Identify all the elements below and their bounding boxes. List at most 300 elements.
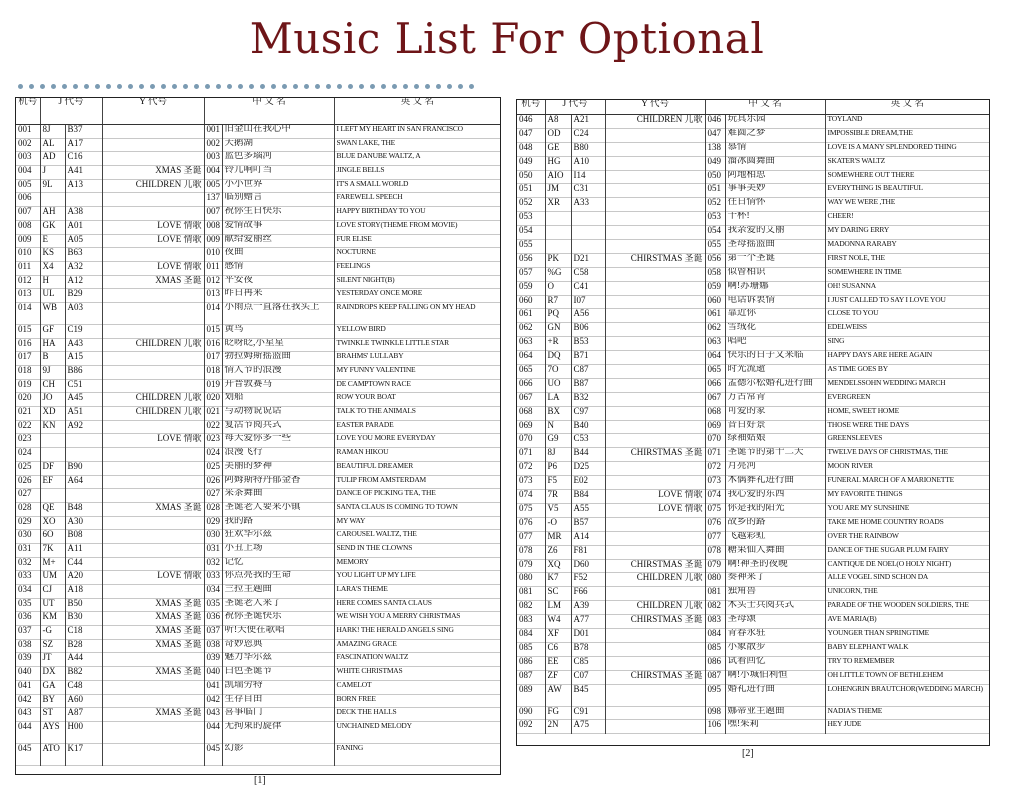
j-code-1: +R — [545, 337, 571, 351]
english-name: SING — [825, 337, 989, 351]
english-name: HARK! THE HERALD ANGELS SING — [334, 626, 500, 640]
y-code: CHILDREN 儿歌 — [605, 115, 705, 129]
table-row — [517, 531, 989, 545]
english-name: EVERYTHING IS BEAUTIFUL — [825, 184, 989, 198]
j-code-1: MR — [545, 531, 571, 545]
chinese-number: 027 — [204, 489, 222, 503]
y-code — [605, 226, 705, 240]
table-row — [16, 475, 500, 489]
chinese-number: 033 — [204, 571, 222, 585]
chinese-name: 快乐的日子又来临 — [725, 351, 825, 365]
j-code-1: KM — [40, 612, 65, 626]
chinese-name: 往日情怀 — [725, 198, 825, 212]
y-code — [605, 476, 705, 490]
chinese-name: 万古常青 — [725, 392, 825, 406]
song-number: 006 — [18, 192, 32, 203]
y-code: XMAS 圣诞 — [102, 166, 204, 180]
table-row — [16, 193, 500, 207]
y-code — [605, 128, 705, 142]
y-code — [102, 352, 204, 366]
song-number: 055 — [519, 239, 533, 250]
song-number: 004 — [18, 165, 32, 176]
song-number: 092 — [519, 719, 533, 730]
y-code — [605, 323, 705, 337]
y-code — [102, 653, 204, 667]
english-name: LARA'S THEME — [334, 585, 500, 599]
j-code-2: A45 — [65, 393, 102, 407]
table-row — [16, 420, 500, 434]
y-code — [605, 156, 705, 170]
header-chinese-name: 中 文 名 — [705, 100, 825, 115]
song-number: 063 — [519, 336, 533, 347]
table-row — [16, 248, 500, 262]
j-code-2: A12 — [65, 275, 102, 289]
table-row — [16, 207, 500, 221]
song-number: 036 — [18, 611, 32, 622]
chinese-name: 奏神来了 — [725, 573, 825, 587]
j-code-2: A15 — [65, 352, 102, 366]
music-table-2-body — [517, 115, 989, 734]
english-name: NADIA'S THEME — [825, 706, 989, 720]
j-code-1: C6 — [545, 642, 571, 656]
chinese-number: 028 — [204, 502, 222, 516]
divider-dot — [370, 84, 375, 89]
y-code: XMAS 圣诞 — [102, 639, 204, 653]
j-code-1: K7 — [545, 573, 571, 587]
table-row — [517, 295, 989, 309]
j-code-2: A21 — [571, 115, 605, 129]
song-number: 061 — [519, 308, 533, 319]
song-number: 012 — [18, 275, 32, 285]
chinese-number: 083 — [705, 615, 725, 629]
divider-dot — [304, 84, 309, 89]
chinese-number: 065 — [705, 365, 725, 379]
j-code-1: GN — [545, 323, 571, 337]
header-english-name: 英 文 名 — [825, 100, 989, 115]
song-number: 082 — [519, 600, 533, 611]
english-name: NOCTURNE — [334, 248, 500, 262]
table-row — [16, 721, 500, 743]
j-code-2: C51 — [65, 379, 102, 393]
y-code — [102, 366, 204, 380]
table-row — [16, 461, 500, 475]
j-code-1: W4 — [545, 615, 571, 629]
chinese-name: 青春永驻 — [725, 628, 825, 642]
song-number: 010 — [18, 247, 32, 258]
y-code — [605, 656, 705, 670]
chinese-number: 059 — [705, 281, 725, 295]
j-code-2: B48 — [65, 502, 102, 516]
j-code-1: CH — [40, 379, 65, 393]
song-number: 027 — [18, 488, 32, 499]
chinese-number: 084 — [705, 628, 725, 642]
chinese-number: 073 — [705, 476, 725, 490]
y-code: CHIRSTMAS 圣诞 — [605, 448, 705, 462]
chinese-name: 我亲爱的艾丽 — [725, 226, 825, 240]
j-code-2: A13 — [65, 179, 102, 193]
y-code: XMAS 圣诞 — [102, 612, 204, 626]
j-code-2: D25 — [571, 462, 605, 476]
chinese-name: 圣诞老人要来小镇 — [222, 502, 334, 516]
table-row — [517, 517, 989, 531]
chinese-name: 事事美妙 — [725, 184, 825, 198]
chinese-number: 001 — [204, 125, 222, 139]
table-row — [16, 626, 500, 640]
j-code-2: C97 — [571, 406, 605, 420]
table-row — [517, 128, 989, 142]
english-name: MADONNA RARABY — [825, 240, 989, 254]
chinese-name: 圣母摇篮曲 — [725, 240, 825, 254]
j-code-1: M+ — [40, 557, 65, 571]
divider-dot — [293, 84, 298, 89]
divider-dot — [447, 84, 452, 89]
page-title: Music List For Optional — [249, 14, 765, 63]
j-code-1 — [545, 240, 571, 254]
j-code-1: CJ — [40, 585, 65, 599]
table-row — [16, 261, 500, 275]
english-name: FAREWELL SPEECH — [334, 193, 500, 207]
y-code: CHILDREN 儿歌 — [102, 338, 204, 352]
j-code-2: C18 — [65, 626, 102, 640]
chinese-number: 002 — [204, 138, 222, 152]
table-row — [517, 628, 989, 642]
j-code-1: G9 — [545, 434, 571, 448]
j-code-2: B53 — [571, 337, 605, 351]
chinese-name: 孟德尔松婚礼进行曲 — [725, 378, 825, 392]
divider-dot — [381, 84, 386, 89]
j-code-1: XQ — [545, 559, 571, 573]
j-code-1: LA — [545, 392, 571, 406]
y-code — [605, 240, 705, 254]
header-j-code: J 代号 — [545, 100, 605, 115]
y-code: CHIRSTMAS 圣诞 — [605, 253, 705, 267]
music-list-page-1 — [15, 97, 501, 775]
english-name: DANCE OF PICKING TEA, THE — [334, 489, 500, 503]
english-name: HERE COMES SANTA CLAUS — [334, 598, 500, 612]
chinese-name: 时光流逝 — [725, 365, 825, 379]
chinese-name: 昨日再来 — [222, 289, 334, 303]
j-code-1: JO — [40, 393, 65, 407]
table-row — [517, 684, 989, 706]
english-name: SKATER'S WALTZ — [825, 156, 989, 170]
j-code-1: GF — [40, 324, 65, 338]
j-code-1: H — [40, 275, 65, 289]
table-row — [517, 559, 989, 573]
table-row — [517, 267, 989, 281]
song-number: 085 — [519, 642, 533, 652]
chinese-name: 情人节的浪漫 — [222, 366, 334, 380]
table-row — [16, 489, 500, 503]
dotted-divider — [18, 84, 478, 92]
chinese-number: 069 — [705, 420, 725, 434]
english-name: IMPOSSIBLE DREAM,THE — [825, 128, 989, 142]
header-number: 机号 — [16, 98, 40, 125]
chinese-number: 026 — [204, 475, 222, 489]
chinese-name: 你是我的阳光 — [725, 503, 825, 517]
chinese-number: 005 — [204, 179, 222, 193]
chinese-name: 天鹅湖 — [222, 138, 334, 152]
j-code-1: UT — [40, 598, 65, 612]
table-row — [517, 503, 989, 517]
divider-dot — [436, 84, 441, 89]
english-name: LOVE YOU MORE EVERYDAY — [334, 434, 500, 448]
chinese-number: 098 — [705, 706, 725, 720]
chinese-name: 圣诞老人来了 — [222, 598, 334, 612]
chinese-number: 023 — [204, 434, 222, 448]
chinese-number: 042 — [204, 694, 222, 708]
song-number: 069 — [519, 420, 533, 430]
chinese-name: 复活节阅兵式 — [222, 420, 334, 434]
song-number: 077 — [519, 531, 533, 541]
english-name: OVER THE RAINBOW — [825, 531, 989, 545]
chinese-name: 幻影 — [222, 743, 334, 765]
table-row — [16, 557, 500, 571]
j-code-1: ST — [40, 708, 65, 722]
j-code-1: OD — [545, 128, 571, 142]
y-code — [102, 680, 204, 694]
j-code-1: N — [545, 420, 571, 434]
english-name: I LEFT MY HEART IN SAN FRANCISCO — [334, 125, 500, 139]
song-number: 068 — [519, 406, 533, 416]
y-code — [605, 531, 705, 545]
english-name: FANING — [334, 743, 500, 765]
j-code-1: QE — [40, 502, 65, 516]
j-code-2: C07 — [571, 670, 605, 684]
song-number: 089 — [519, 684, 533, 694]
chinese-number: 077 — [705, 531, 725, 545]
english-name: HAPPY BIRTHDAY TO YOU — [334, 207, 500, 221]
y-code: LOVE 情歌 — [102, 220, 204, 234]
chinese-number: 055 — [705, 240, 725, 254]
j-code-1 — [545, 212, 571, 226]
chinese-number: 064 — [705, 351, 725, 365]
english-name: HOME, SWEET HOME — [825, 406, 989, 420]
chinese-name: 圣诞节的第十二天 — [725, 448, 825, 462]
english-name: UNICORN, THE — [825, 587, 989, 601]
chinese-name: 可爱的家 — [725, 406, 825, 420]
chinese-name: 我的路 — [222, 516, 334, 530]
english-name: SILENT NIGHT(B) — [334, 275, 500, 289]
y-code: LOVE 情歌 — [102, 571, 204, 585]
chinese-name: 夜曲 — [222, 248, 334, 262]
chinese-number: 017 — [204, 352, 222, 366]
chinese-name: 啊!小城伯利恒 — [725, 670, 825, 684]
table-row — [16, 639, 500, 653]
table-row — [517, 448, 989, 462]
j-code-2: C91 — [571, 706, 605, 720]
english-name: EVERGREEN — [825, 392, 989, 406]
chinese-number: 003 — [204, 152, 222, 166]
chinese-number: 072 — [705, 462, 725, 476]
j-code-1: AYS — [40, 721, 65, 743]
chinese-name: 浪漫飞行 — [222, 448, 334, 462]
divider-dot — [183, 84, 188, 89]
chinese-name: 婚礼进行曲 — [725, 684, 825, 706]
song-number: 037 — [18, 625, 32, 636]
chinese-name: 难圆之梦 — [725, 128, 825, 142]
j-code-1: 6O — [40, 530, 65, 544]
chinese-name: 干杯! — [725, 212, 825, 226]
english-name: OH! SUSANNA — [825, 281, 989, 295]
english-name: YOUNGER THAN SPRINGTIME — [825, 628, 989, 642]
y-code — [605, 378, 705, 392]
j-code-1: A8 — [545, 115, 571, 129]
divider-dot — [271, 84, 276, 89]
english-name: GREENSLEEVES — [825, 434, 989, 448]
table-row — [16, 434, 500, 448]
j-code-2: A41 — [65, 166, 102, 180]
english-name: TRY TO REMEMBER — [825, 656, 989, 670]
y-code — [605, 642, 705, 656]
chinese-name: 听!天使在歌唱 — [222, 626, 334, 640]
table-row — [517, 184, 989, 198]
chinese-name: 划船 — [222, 393, 334, 407]
chinese-name: 昔日好景 — [725, 420, 825, 434]
divider-dot — [414, 84, 419, 89]
header-j-code: J 代号 — [40, 98, 102, 125]
song-number: 066 — [519, 378, 533, 388]
song-number: 083 — [519, 614, 533, 625]
table-row — [16, 680, 500, 694]
music-table-1 — [16, 98, 500, 766]
j-code-1: 7R — [545, 490, 571, 504]
j-code-2: A03 — [65, 302, 102, 324]
y-code — [102, 743, 204, 765]
j-code-2: D21 — [571, 253, 605, 267]
j-code-2: A55 — [571, 503, 605, 517]
chinese-name: 奇妙恩典 — [222, 639, 334, 653]
j-code-2: A17 — [65, 138, 102, 152]
table-row — [16, 166, 500, 180]
y-code: XMAS 圣诞 — [102, 502, 204, 516]
y-code: CHILDREN 儿歌 — [102, 407, 204, 421]
chinese-name: 靠近你 — [725, 309, 825, 323]
table-row — [517, 212, 989, 226]
english-name: BEAUTIFUL DREAMER — [334, 461, 500, 475]
song-number: 023 — [18, 433, 32, 444]
j-code-1: HG — [545, 156, 571, 170]
english-name: IT'S A SMALL WORLD — [334, 179, 500, 193]
y-code: LOVE 情歌 — [102, 261, 204, 275]
y-code — [102, 289, 204, 303]
j-code-2: A18 — [65, 585, 102, 599]
chinese-number: 014 — [204, 302, 222, 324]
chinese-name: 我心爱的东西 — [725, 490, 825, 504]
chinese-number: 034 — [204, 585, 222, 599]
divider-dot — [205, 84, 210, 89]
j-code-1 — [40, 434, 65, 448]
chinese-number: 050 — [705, 170, 725, 184]
divider-dot — [29, 84, 34, 89]
j-code-2: A11 — [65, 543, 102, 557]
y-code — [605, 170, 705, 184]
y-code: LOVE 情歌 — [102, 434, 204, 448]
y-code: LOVE 情歌 — [605, 503, 705, 517]
j-code-1: AD — [40, 152, 65, 166]
y-code — [605, 545, 705, 559]
table-row — [517, 434, 989, 448]
chinese-name: 魅力华尔兹 — [222, 653, 334, 667]
y-code — [605, 684, 705, 706]
j-code-2: B06 — [571, 323, 605, 337]
y-code: LOVE 情歌 — [605, 490, 705, 504]
table-row — [16, 125, 500, 139]
english-name: MY FAVORITE THINGS — [825, 490, 989, 504]
j-code-1: LM — [545, 601, 571, 615]
table-row — [517, 406, 989, 420]
j-code-2: B82 — [65, 667, 102, 681]
table-row — [16, 138, 500, 152]
divider-dot — [73, 84, 78, 89]
j-code-1: KS — [40, 248, 65, 262]
english-name: SOMEWHERE IN TIME — [825, 267, 989, 281]
song-number: 079 — [519, 559, 533, 569]
y-code: XMAS 圣诞 — [102, 667, 204, 681]
j-code-1: E — [40, 234, 65, 248]
j-code-2: A60 — [65, 694, 102, 708]
song-number: 040 — [18, 666, 32, 677]
english-name: TOYLAND — [825, 115, 989, 129]
j-code-2: B84 — [571, 490, 605, 504]
chinese-number: 080 — [705, 573, 725, 587]
chinese-number: 020 — [204, 393, 222, 407]
table-row — [517, 392, 989, 406]
j-code-2: B63 — [65, 248, 102, 262]
chinese-number: 039 — [204, 653, 222, 667]
chinese-number: 062 — [705, 323, 725, 337]
j-code-2: K17 — [65, 743, 102, 765]
table-row — [16, 179, 500, 193]
j-code-1: KN — [40, 420, 65, 434]
j-code-1: PK — [545, 253, 571, 267]
j-code-2: A51 — [65, 407, 102, 421]
j-code-1: UM — [40, 571, 65, 585]
table-row — [517, 365, 989, 379]
divider-dot — [227, 84, 232, 89]
english-name: SWAN LAKE, THE — [334, 138, 500, 152]
j-code-2: A77 — [571, 615, 605, 629]
j-code-2: A30 — [65, 516, 102, 530]
j-code-1: XR — [545, 198, 571, 212]
j-code-1: R7 — [545, 295, 571, 309]
y-code — [605, 587, 705, 601]
j-code-2: A38 — [65, 207, 102, 221]
table-row — [517, 240, 989, 254]
j-code-1: UL — [40, 289, 65, 303]
english-name: THOSE WERE THE DAYS — [825, 420, 989, 434]
chinese-number: 085 — [705, 642, 725, 656]
j-code-1: GA — [40, 680, 65, 694]
english-name: UNCHAINED MELODY — [334, 721, 500, 743]
j-code-2: B50 — [65, 598, 102, 612]
chinese-number: 095 — [705, 684, 725, 706]
song-number: 070 — [519, 433, 533, 444]
english-name: MY DARING ERRY — [825, 226, 989, 240]
chinese-name: 美丽的梦神 — [222, 461, 334, 475]
table-row — [517, 587, 989, 601]
song-number: 001 — [18, 124, 32, 134]
j-code-2: C44 — [65, 557, 102, 571]
y-code — [605, 628, 705, 642]
j-code-1: AL — [40, 138, 65, 152]
song-number: 005 — [18, 179, 32, 189]
english-name: DANCE OF THE SUGAR PLUM FAIRY — [825, 545, 989, 559]
j-code-2: B08 — [65, 530, 102, 544]
j-code-2: B71 — [571, 351, 605, 365]
chinese-name: 小雨点一直落在我头上 — [222, 302, 334, 324]
chinese-number: 016 — [204, 338, 222, 352]
song-number: 074 — [519, 489, 533, 500]
